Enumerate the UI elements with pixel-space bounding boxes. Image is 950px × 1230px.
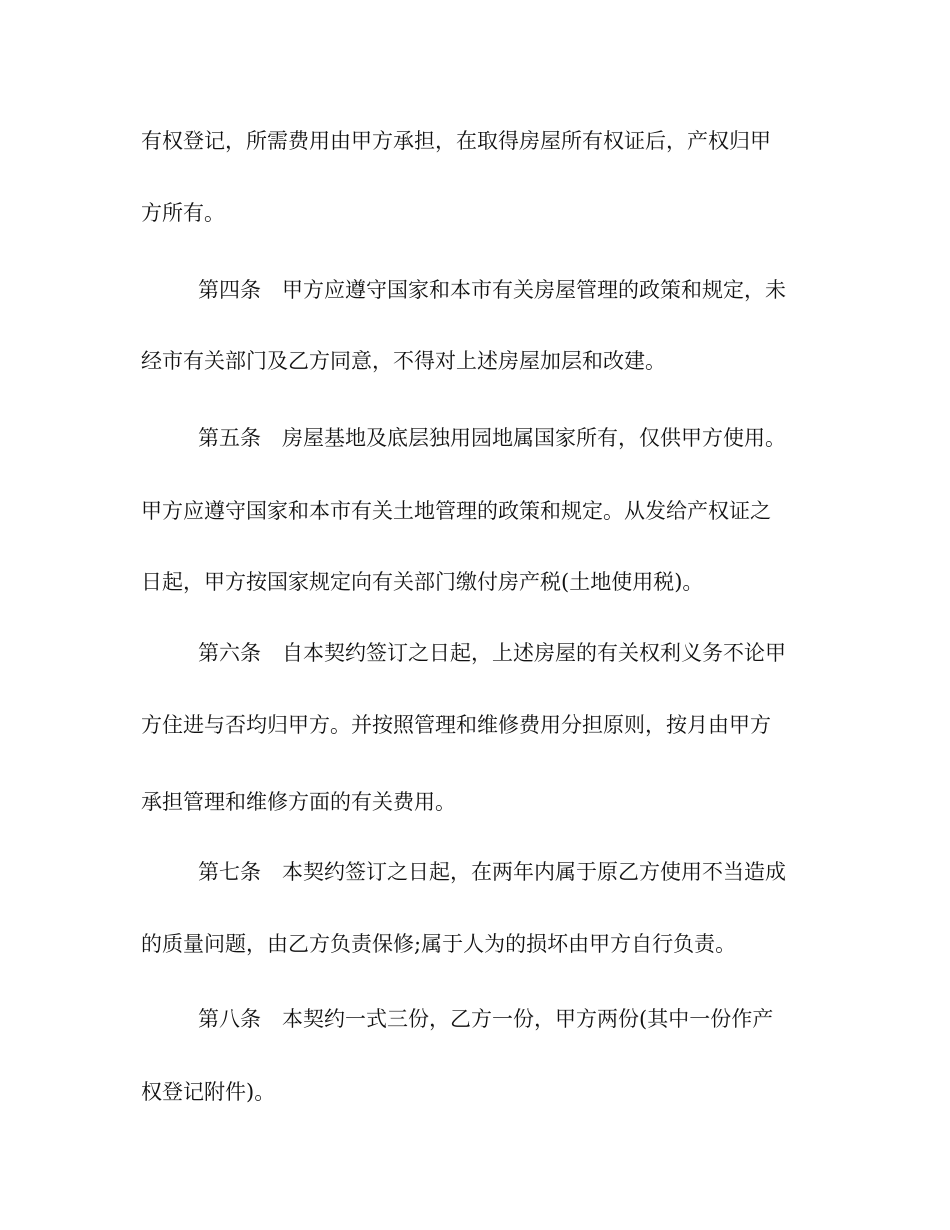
text-line: 的质量问题，由乙方负责保修;属于人为的损坏由甲方自行负责。 xyxy=(141,932,737,956)
text-line: 权登记附件)。 xyxy=(141,1080,276,1104)
text-line: 经市有关部门及乙方同意，不得对上述房屋加层和改建。 xyxy=(141,349,666,373)
article-5-line: 第五条 房屋基地及底层独用园地属国家所有，仅供甲方使用。 xyxy=(198,426,786,450)
text-line: 方所有。 xyxy=(141,201,225,225)
article-8-line: 第八条 本契约一式三份，乙方一份，甲方两份(其中一份作产 xyxy=(198,1007,774,1031)
article-6-line: 第六条 自本契约签订之日起，上述房屋的有关权利义务不论甲 xyxy=(198,641,786,665)
text-line: 有权登记，所需费用由甲方承担，在取得房屋所有权证后，产权归甲 xyxy=(141,129,771,153)
text-line: 承担管理和维修方面的有关费用。 xyxy=(141,790,456,814)
text-line: 方住进与否均归甲方。并按照管理和维修费用分担原则，按月由甲方 xyxy=(141,713,771,737)
article-7-line: 第七条 本契约签订之日起，在两年内属于原乙方使用不当造成 xyxy=(198,860,786,884)
article-4-line: 第四条 甲方应遵守国家和本市有关房屋管理的政策和规定，未 xyxy=(198,278,786,302)
text-line: 日起，甲方按国家规定向有关部门缴付房产税(土地使用税)。 xyxy=(141,570,704,594)
text-line: 甲方应遵守国家和本市有关土地管理的政策和规定。从发给产权证之 xyxy=(141,499,771,523)
